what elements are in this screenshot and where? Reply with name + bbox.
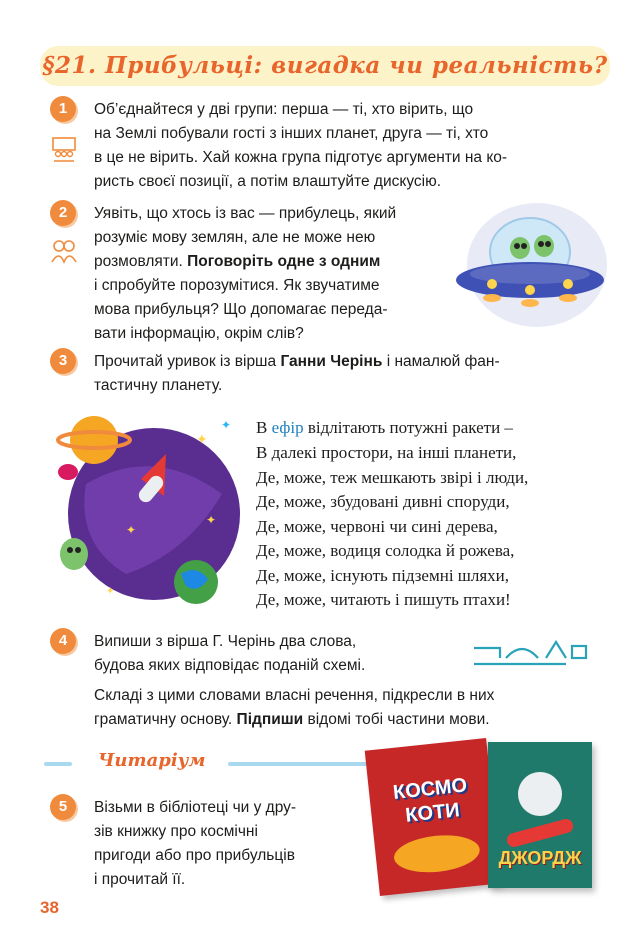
poem-line-8: Де, може, читають і пишуть птахи! (256, 590, 511, 609)
task-2-line-4: і спробуйте порозумітися. Як звучатиме (94, 277, 380, 294)
page-title: §21. Прибульці: вигадка чи реальність? (42, 52, 608, 79)
task-number-2: 2 (50, 200, 76, 226)
task-number-3: 3 (50, 348, 76, 374)
poem-line-3: Де, може, теж мешкають звірі і люди, (256, 468, 529, 487)
poem-line-6: Де, може, водиця солодка й рожева, (256, 541, 515, 560)
poem-line-5: Де, може, червоні чи сині дерева, (256, 517, 498, 536)
poem-line-2: В далекі простори, на інші планети, (256, 443, 517, 462)
task-1-line-2: на Землі побували гості з інших планет, друга — ті, хто (94, 125, 489, 142)
book-george-astronaut-art (518, 772, 562, 816)
task-number-5: 5 (50, 794, 76, 820)
svg-text:✦: ✦ (106, 586, 115, 597)
task-number-1: 1 (50, 96, 76, 122)
book-george-board-art (505, 817, 574, 848)
task-5-line-2: зів книжку про космічні (94, 823, 258, 840)
section-divider-right (228, 762, 374, 766)
space-planets-illustration (46, 404, 246, 614)
svg-text:✦: ✦ (126, 523, 137, 537)
task-4-line-1: Випиши з вірша Г. Черінь два слова, (94, 633, 357, 650)
task-2-line-3: розмовляти. Поговоріть одне з одним (94, 253, 381, 270)
svg-text:✦: ✦ (221, 418, 232, 432)
poem-line-4: Де, може, збудовані дивні споруди, (256, 492, 510, 511)
task-5-line-4: і прочитай її. (94, 871, 186, 888)
poem-line-1: В ефір відлітають потужні ракети – (256, 418, 513, 437)
book-cosmo-cats-art (392, 831, 481, 876)
word-structure-scheme (470, 636, 595, 672)
ufo-aliens-illustration (452, 200, 612, 330)
svg-text:✦: ✦ (206, 513, 217, 527)
task-3-line-1: Прочитай уривок із вірша Ганни Черінь і намалюй фан- (94, 353, 500, 370)
task-5-line-1: Візьми в бібліотеці чи у дру- (94, 799, 297, 816)
task-1-line-1: Об’єднайтеся у дві групи: перша — ті, хто вірить, що (94, 101, 474, 118)
task-5-line-3: пригоди або про прибульців (94, 847, 295, 864)
task-3-line-2: тастичну планету. (94, 377, 223, 394)
poem-line-7: Де, може, існують підземні шляхи, (256, 566, 510, 585)
book-george-title: ДЖОРДЖ (498, 848, 582, 868)
book-george-cover (488, 742, 592, 888)
task-4-line-4: граматичну основу. Підпиши відомі тобі частини мови. (94, 711, 490, 728)
task-1-line-3: в це не вірить. Хай кожна група підготує аргументи на ко- (94, 149, 508, 166)
task-1-line-4: ристь своєї позиції, а потім влаштуйте дискусію. (94, 173, 442, 190)
book-cosmo-cats-title-b: КОТИ (404, 799, 461, 827)
task-4-line-2: будова яких відповідає поданій схемі. (94, 657, 366, 674)
page-number: 38 (40, 898, 59, 917)
svg-text:✦: ✦ (196, 431, 208, 447)
section-title: Читаріум (98, 750, 206, 771)
book-cosmo-cats-title-a: КОСМО (392, 774, 469, 804)
pair-work-icon (50, 238, 78, 264)
task-2-line-2: розуміє мову землян, але не може нею (94, 229, 376, 246)
task-number-4: 4 (50, 628, 76, 654)
task-2-line-5: мова прибульця? Що допомагає переда- (94, 301, 388, 318)
poem-word-efir: ефір (271, 418, 304, 437)
task-4-line-3: Складі з цими словами власні речення, підкресли в них (94, 687, 495, 704)
group-discussion-icon (50, 136, 78, 162)
book-cosmo-cats-cover (365, 738, 502, 896)
task-2-line-1: Уявіть, що хтось із вас — прибулець, який (94, 205, 397, 222)
section-divider-left (44, 762, 72, 766)
task-2-line-6: вати інформацію, окрім слів? (94, 325, 304, 342)
